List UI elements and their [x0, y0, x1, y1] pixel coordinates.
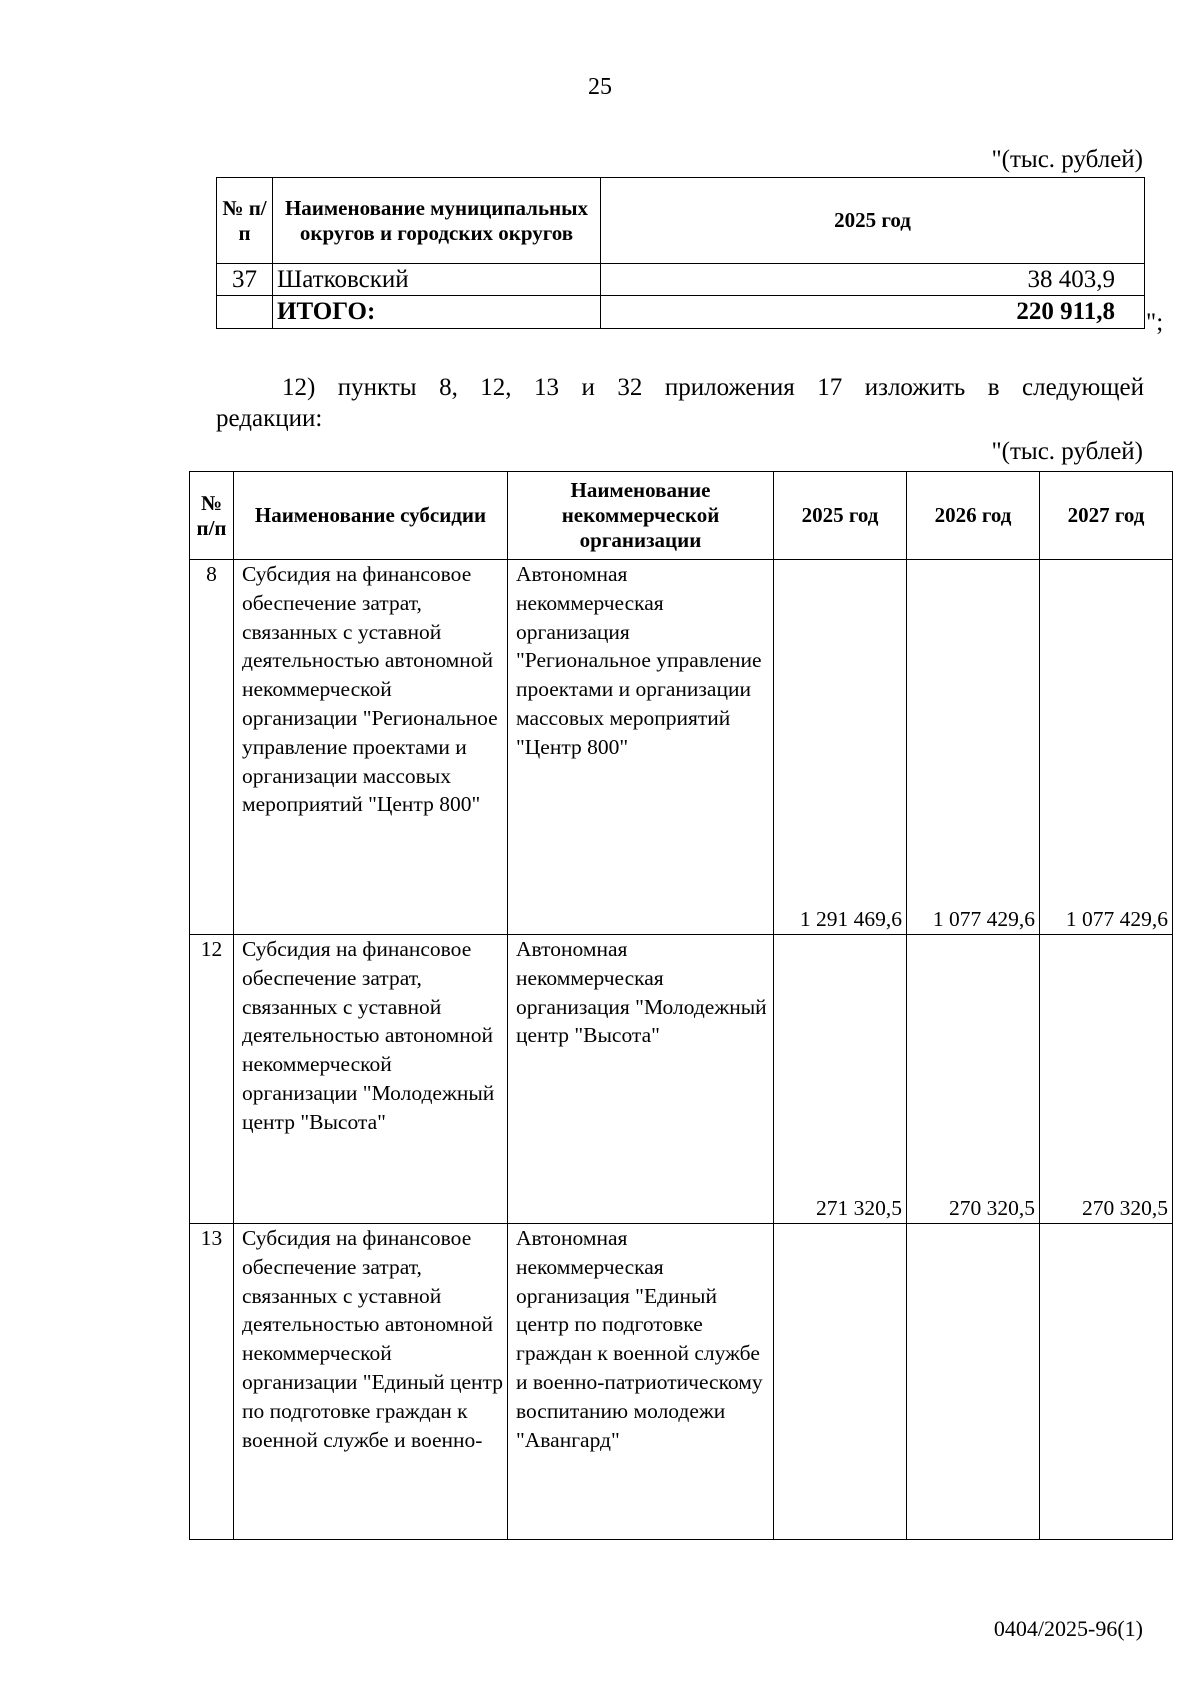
- header-year-2025: 2025 год: [601, 178, 1145, 264]
- document-code: 0404/2025-96(1): [993, 1616, 1143, 1641]
- paragraph-line-2: редакции:: [216, 405, 323, 432]
- row-value-2026: [907, 1224, 1040, 1540]
- table-row: [217, 264, 1145, 296]
- header-subsidy: Наименование субсидии: [234, 472, 508, 560]
- header-year-2025: 2025 год: [774, 472, 907, 560]
- total-value: 220 911,8: [601, 296, 1145, 329]
- page-number: 25: [588, 74, 612, 100]
- row-value-2025: [774, 1224, 907, 1540]
- row-num: 8: [190, 560, 234, 935]
- closing-quote: ";: [1146, 309, 1164, 336]
- row-org: Автономная некоммерческая организация "Молодежный центр "Высота": [508, 935, 774, 1224]
- row-subsidy: Субсидия на финансовое обеспечение затрат, связанных с уставной деятельностью автономной некоммерческой организации "Молодежный центр "Высота": [234, 935, 508, 1224]
- total-num-cell: [217, 296, 273, 329]
- row-name: Шатковский: [273, 264, 601, 296]
- row-num: 37: [217, 264, 273, 296]
- row-subsidy: Субсидия на финансовое обеспечение затрат, связанных с уставной деятельностью автономной некоммерческой организации "Единый центр по подготовке граждан к военной службе и военно-: [234, 1224, 508, 1540]
- table1-header-row: [217, 178, 1145, 264]
- table2-header-row: [190, 472, 1173, 560]
- header-num: № п/п: [217, 178, 273, 264]
- paragraph-line-1: 12) пункты 8, 12, 13 и 32 приложения 17 изложить в следующей: [282, 374, 1144, 401]
- row-value-2025: 271 320,5: [774, 935, 907, 1224]
- header-year-2026: 2026 год: [907, 472, 1040, 560]
- header-name: Наименование муниципальных округов и городских округов: [273, 178, 601, 264]
- table1-unit-label: "(тыс. рублей): [991, 146, 1143, 173]
- subsidy-table: [189, 471, 1173, 1540]
- row-value: 38 403,9: [601, 264, 1145, 296]
- municipal-table: [216, 177, 1145, 329]
- row-org: Автономная некоммерческая организация "Единый центр по подготовке граждан к военной службе и военно-патриотическому воспитанию молодежи "Авангард": [508, 1224, 774, 1540]
- row-num: 12: [190, 935, 234, 1224]
- row-value-2026: 270 320,5: [907, 935, 1040, 1224]
- row-value-2027: 1 077 429,6: [1040, 560, 1173, 935]
- row-num: 13: [190, 1224, 234, 1540]
- row-value-2027: [1040, 1224, 1173, 1540]
- row-value-2027: 270 320,5: [1040, 935, 1173, 1224]
- table-row: [190, 935, 1173, 1224]
- row-value-2026: 1 077 429,6: [907, 560, 1040, 935]
- row-org: Автономная некоммерческая организация "Региональное управление проектами и организации массовых мероприятий "Центр 800": [508, 560, 774, 935]
- header-org: Наименование некоммерческой организации: [508, 472, 774, 560]
- row-value-2025: 1 291 469,6: [774, 560, 907, 935]
- total-label: ИТОГО:: [273, 296, 601, 329]
- table-row: [190, 1224, 1173, 1540]
- amendment-paragraph: [216, 372, 1144, 434]
- table2-unit-label: "(тыс. рублей): [991, 438, 1143, 465]
- header-num: № п/п: [190, 472, 234, 560]
- header-year-2027: 2027 год: [1040, 472, 1173, 560]
- table-row: [190, 560, 1173, 935]
- row-subsidy: Субсидия на финансовое обеспечение затрат, связанных с уставной деятельностью автономной некоммерческой организации "Региональное управление проектами и организации массовых мероприятий "Центр 800": [234, 560, 508, 935]
- total-row: [217, 296, 1145, 329]
